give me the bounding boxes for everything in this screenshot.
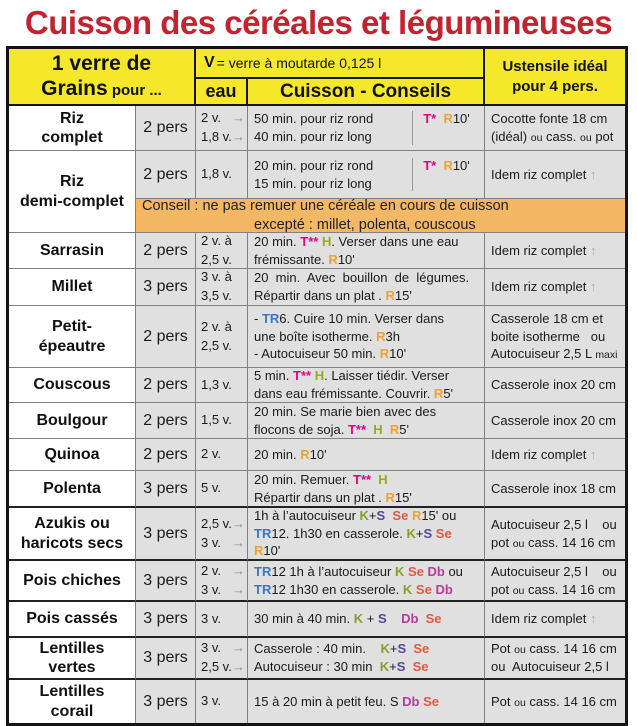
lentilles-vertes-eau-cell: 3 v. → 2,5 v. →	[196, 638, 248, 680]
pois-chiches-cuisson-cell: TR12 1h à l’autocuiseur K Se Db ou TR12 1h30 en casserole. K Se Db	[248, 561, 485, 602]
millet-eau-cell: 3 v. à 3,5 v.	[196, 269, 248, 306]
header-ustensile-line2: pour 4 pers.	[512, 77, 598, 95]
azukis-ou-haricots-secs-ustensile-cell: Autocuiseur 2,5 l ou pot ou cass. 14 16 cm	[485, 508, 625, 561]
polenta-name-cell: Polenta	[9, 471, 136, 508]
azukis-ou-haricots-secs-name-cell: Azukis ou haricots secs	[9, 508, 136, 561]
riz-complet-cuisson-cell: 50 min. pour riz rond 40 min. pour riz long T* R10'	[248, 106, 485, 151]
quinoa-name-cell: Quinoa	[9, 439, 136, 471]
header-cuisson: Cuisson - Conseils	[248, 79, 485, 106]
polenta-cuisson-cell: 20 min. Remuer. T** H Répartir dans un plat . R15'	[248, 471, 485, 508]
quinoa-cuisson-cell: 20 min. R10'	[248, 439, 485, 471]
lentilles-vertes-pers-cell: 3 pers	[136, 638, 196, 680]
azukis-ou-haricots-secs-eau-cell: 2,5 v. → 3 v. →	[196, 508, 248, 561]
millet-pers-cell: 3 pers	[136, 269, 196, 306]
page-title: Cuisson des céréales et légumineuses	[24, 4, 613, 41]
pois-casses-ustensile-cell: Idem riz complet ↑	[485, 602, 625, 638]
couscous-cuisson-cell: 5 min. T** H. Laisser tiédir. Verser dans eau frémissante. Couvrir. R5'	[248, 368, 485, 403]
header-eau: eau	[196, 79, 248, 106]
riz-complet-eau-cell: 2 v. → 1,8 v. →	[196, 106, 248, 151]
header-grains-line1: 1 verre de	[51, 52, 152, 76]
pois-casses-cuisson-cell: 30 min à 40 min. K + S Db Se	[248, 602, 485, 638]
sarrasin-eau-cell: 2 v. à 2,5 v.	[196, 233, 248, 269]
riz-demi-complet-name-cell: Riz demi-complet	[9, 151, 136, 233]
petit-epeautre-ustensile-cell: Casserole 18 cm et boite isotherme ou Autocuiseur 2,5 L maxi	[485, 306, 625, 368]
sarrasin-ustensile-cell: Idem riz complet ↑	[485, 233, 625, 269]
header-ustensile-line1: Ustensile idéal	[502, 58, 608, 75]
riz-demi-complet-ustensile-cell: Idem riz complet ↑	[485, 151, 625, 199]
petit-epeautre-cuisson-cell: - TR6. Cuire 10 min. Verser dans une boîte isotherme. R3h - Autocuiseur 50 min. R10'	[248, 306, 485, 368]
lentilles-corail-eau-cell: 3 v.	[196, 680, 248, 723]
pois-casses-name-cell: Pois cassés	[9, 602, 136, 638]
riz-complet-ustensile-cell: Cocotte fonte 18 cm (idéal) ou cass. ou pot	[485, 106, 625, 151]
pois-chiches-name-cell: Pois chiches	[9, 561, 136, 602]
polenta-ustensile-cell: Casserole inox 18 cm	[485, 471, 625, 508]
conseil-line2: excepté : millet, polenta, couscous	[254, 216, 476, 233]
cooking-table	[6, 46, 628, 726]
petit-epeautre-name-cell: Petit- épeautre	[9, 306, 136, 368]
petit-epeautre-pers-cell: 2 pers	[136, 306, 196, 368]
lentilles-corail-cuisson-cell: 15 à 20 min à petit feu. S Db Se	[248, 680, 485, 723]
sarrasin-cuisson-cell: 20 min. T** H. Verser dans une eau frémissante. R10'	[248, 233, 485, 269]
couscous-name-cell: Couscous	[9, 368, 136, 403]
boulgour-pers-cell: 2 pers	[136, 403, 196, 439]
riz-demi-complet-pers-cell: 2 pers	[136, 151, 196, 199]
boulgour-name-cell: Boulgour	[9, 403, 136, 439]
millet-ustensile-cell: Idem riz complet ↑	[485, 269, 625, 306]
riz-complet-pers-cell: 2 pers	[136, 106, 196, 151]
verre-symbol: V	[204, 54, 215, 71]
petit-epeautre-eau-cell: 2 v. à 2,5 v.	[196, 306, 248, 368]
polenta-eau-cell: 5 v.	[196, 471, 248, 508]
azukis-ou-haricots-secs-cuisson-cell: 1h à l’autocuiseur K+S Se R15' ou TR12. 1h30 en casserole. K+S Se R10'	[248, 508, 485, 561]
couscous-eau-cell: 1,3 v.	[196, 368, 248, 403]
pois-chiches-eau-cell: 2 v. → 3 v. →	[196, 561, 248, 602]
couscous-ustensile-cell: Casserole inox 20 cm	[485, 368, 625, 403]
header-grains-sub: pour ...	[107, 81, 162, 99]
sarrasin-pers-cell: 2 pers	[136, 233, 196, 269]
quinoa-pers-cell: 2 pers	[136, 439, 196, 471]
header-verre-legend	[196, 49, 485, 79]
header-grains-word: Grains	[41, 76, 108, 100]
couscous-pers-cell: 2 pers	[136, 368, 196, 403]
pois-chiches-ustensile-cell: Autocuiseur 2,5 l ou pot ou cass. 14 16 cm	[485, 561, 625, 602]
riz-complet-name-cell: Riz complet	[9, 106, 136, 151]
millet-name-cell: Millet	[9, 269, 136, 306]
lentilles-corail-pers-cell: 3 pers	[136, 680, 196, 723]
azukis-ou-haricots-secs-pers-cell: 3 pers	[136, 508, 196, 561]
riz-demi-complet-eau-cell: 1,8 v.	[196, 151, 248, 199]
lentilles-vertes-cuisson-cell: Casserole : 40 min. K+S Se Autocuiseur : 30 min K+S Se	[248, 638, 485, 680]
conseil-banner	[136, 199, 625, 233]
boulgour-ustensile-cell: Casserole inox 20 cm	[485, 403, 625, 439]
quinoa-ustensile-cell: Idem riz complet ↑	[485, 439, 625, 471]
header-grains	[9, 49, 196, 106]
pois-casses-pers-cell: 3 pers	[136, 602, 196, 638]
header-grains-line2	[41, 77, 162, 101]
boulgour-cuisson-cell: 20 min. Se marie bien avec des flocons de soja. T** H R5'	[248, 403, 485, 439]
lentilles-corail-name-cell: Lentilles corail	[9, 680, 136, 723]
lentilles-vertes-ustensile-cell: Pot ou cass. 14 16 cm ou Autocuiseur 2,5 l	[485, 638, 625, 680]
polenta-pers-cell: 3 pers	[136, 471, 196, 508]
quinoa-eau-cell: 2 v.	[196, 439, 248, 471]
pois-chiches-pers-cell: 3 pers	[136, 561, 196, 602]
lentilles-corail-ustensile-cell: Pot ou cass. 14 16 cm	[485, 680, 625, 723]
millet-cuisson-cell: 20 min. Avec bouillon de légumes. Répartir dans un plat . R15'	[248, 269, 485, 306]
conseil-line1: Conseil : ne pas remuer une céréale en cours de cuisson	[142, 199, 509, 215]
boulgour-eau-cell: 1,5 v.	[196, 403, 248, 439]
lentilles-vertes-name-cell: Lentilles vertes	[9, 638, 136, 680]
sarrasin-name-cell: Sarrasin	[9, 233, 136, 269]
header-ustensile	[485, 49, 625, 106]
verre-definition: = verre à moutarde 0,125 l	[216, 55, 382, 71]
riz-demi-complet-cuisson-cell: 20 min. pour riz rond 15 min. pour riz long T* R10'	[248, 151, 485, 199]
pois-casses-eau-cell: 3 v.	[196, 602, 248, 638]
